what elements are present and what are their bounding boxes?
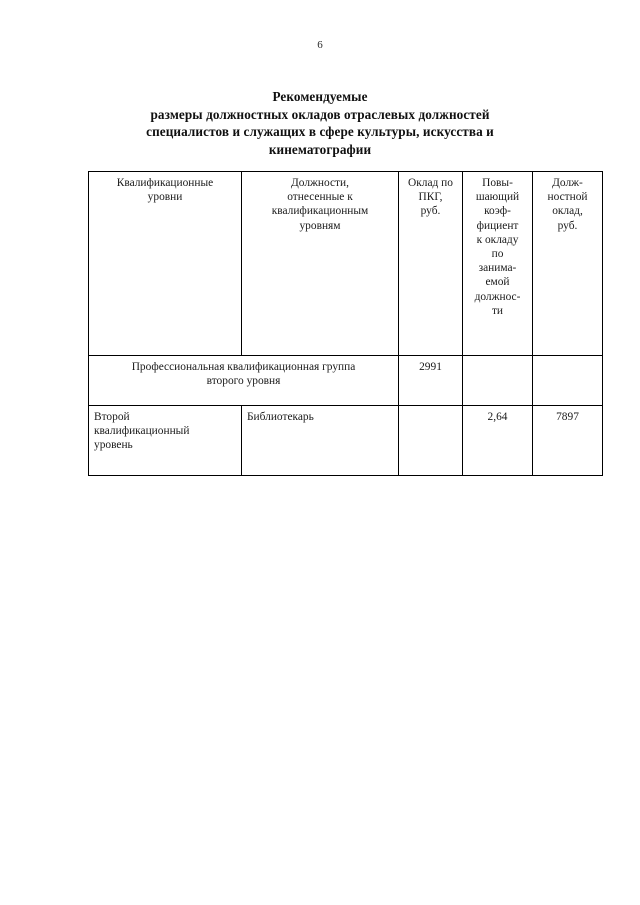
group-text-line: второго уровня: [206, 375, 281, 388]
cell-qualification-level: [89, 406, 242, 476]
header-text-line: Оклад по: [408, 177, 453, 189]
cell-coefficient: [463, 356, 533, 406]
header-cell-dolzhnostnoy-oklad: [533, 172, 603, 356]
level-text-line: квалификационный: [94, 425, 190, 438]
header-cell-positions: [242, 172, 399, 356]
cell-professional-group: [89, 356, 399, 406]
header-cell-oklad-pkg: [399, 172, 463, 356]
header-text-line: отнесенные к: [287, 191, 353, 204]
cell-position-name: Библиотекарь: [242, 406, 399, 476]
header-text-line: Повы-: [482, 177, 513, 189]
level-text-line: Второй: [94, 411, 130, 423]
header-text-line: уровням: [299, 219, 341, 232]
header-text-line: должнос-: [474, 290, 521, 303]
document-title: [95, 88, 545, 158]
header-text-line: оклад,: [552, 205, 583, 218]
title-line-2: размеры должностных окладов отраслевых должностей: [150, 106, 490, 122]
header-text-line: квалификационным: [271, 205, 369, 218]
header-text-line: ностной: [547, 191, 588, 204]
header-cell-coefficient: [463, 172, 533, 356]
header-text-line: ти: [491, 304, 504, 317]
header-text-line: руб.: [420, 205, 441, 218]
header-text-line: занима-: [478, 262, 517, 275]
cell-oklad-pkg: [399, 406, 463, 476]
cell-oklad-pkg: 2991: [399, 356, 463, 406]
header-text-line: к окладу: [476, 233, 519, 246]
title-line-3: специалистов и служащих в сфере культуры, искусства и: [146, 124, 494, 139]
title-line-4: кинематографии: [268, 141, 372, 157]
header-text-line: Долж-: [552, 177, 583, 189]
table-row: [89, 356, 603, 406]
level-text-line: уровень: [94, 439, 133, 452]
header-text-line: по: [491, 248, 504, 261]
cell-dolzhnostnoy-oklad: 7897: [533, 406, 603, 476]
salary-table: [88, 171, 603, 476]
title-line-1: Рекомендуемые: [272, 89, 368, 104]
header-text-line: фициент: [476, 219, 519, 232]
header-text-line: шающий: [475, 191, 520, 204]
header-text-line: Квалификационные: [116, 177, 214, 189]
header-text-line: уровни: [147, 191, 183, 204]
header-cell-qualification-levels: [89, 172, 242, 356]
header-text-line: Должности,: [291, 177, 349, 189]
cell-coefficient: 2,64: [463, 406, 533, 476]
group-text-line: Профессиональная квалификационная группа: [131, 361, 356, 373]
header-text-line: коэф-: [484, 205, 511, 218]
header-text-line: руб.: [557, 219, 578, 232]
table-header-row: [89, 172, 603, 356]
table-row: [89, 406, 603, 476]
page-number: 6: [317, 39, 323, 51]
header-text-line: емой: [485, 276, 510, 289]
header-text-line: ПКГ,: [418, 191, 443, 204]
cell-dolzhnostnoy-oklad: [533, 356, 603, 406]
